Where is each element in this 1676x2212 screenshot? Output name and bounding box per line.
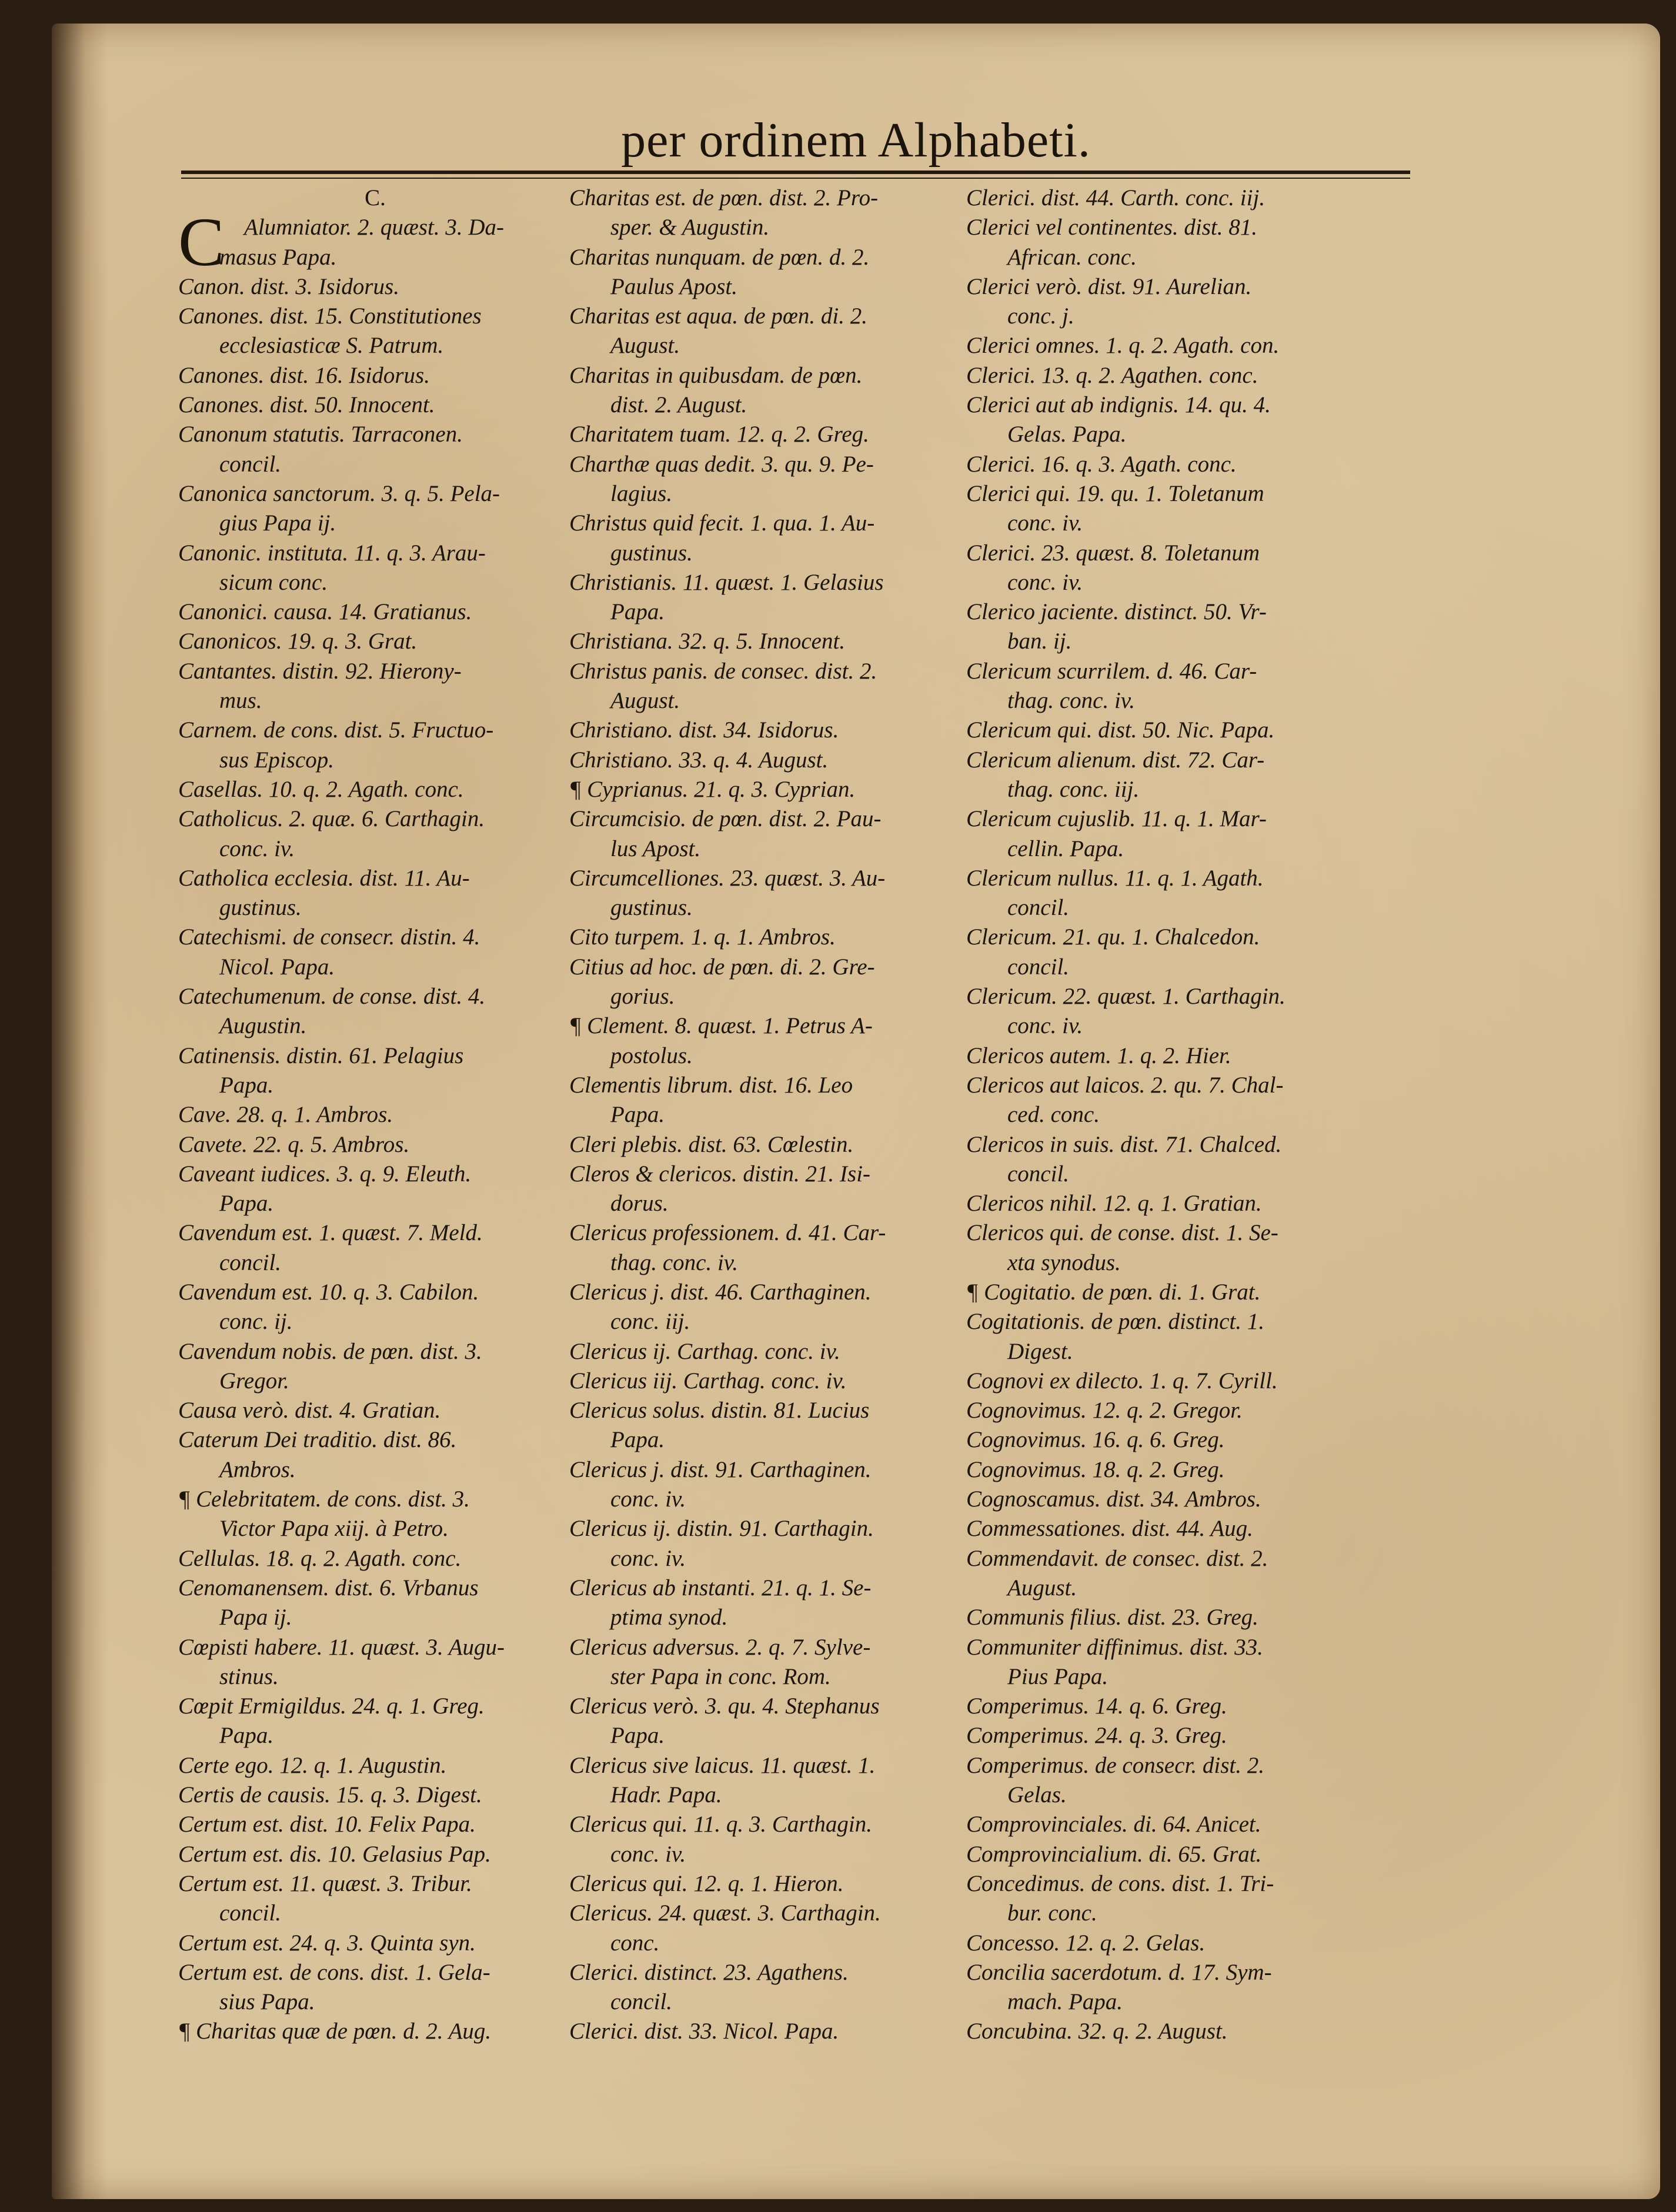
- index-entry: Clericus j. dist. 46. Carthaginen.: [569, 1279, 872, 1305]
- index-entry-continuation: concil.: [1007, 895, 1070, 921]
- index-entry-continuation: Papa.: [219, 1072, 274, 1098]
- index-entry: Clementis librum. dist. 16. Leo: [569, 1072, 853, 1098]
- index-entry-continuation: concil.: [219, 451, 282, 477]
- index-entry-continuation: Papa.: [610, 1723, 665, 1749]
- index-entry: Christiano. dist. 34. Isidorus.: [569, 717, 839, 743]
- index-entry: Clerici. 23. quæst. 8. Toletanum: [966, 540, 1260, 566]
- index-entry: Cognoscamus. dist. 34. Ambros.: [966, 1486, 1261, 1512]
- index-entry: Canonum statutis. Tarraconen.: [178, 422, 463, 447]
- index-entry: Charitas est aqua. de pœn. di. 2.: [569, 303, 868, 329]
- index-entry: Casellas. 10. q. 2. Agath. conc.: [178, 776, 464, 802]
- index-entry: Clericus sive laicus. 11. quæst. 1.: [569, 1752, 876, 1778]
- index-entry-continuation: ptima synod.: [610, 1605, 728, 1630]
- index-entry: Comperimus. de consecr. dist. 2.: [966, 1752, 1264, 1778]
- index-entry-continuation: sper. & Augustin.: [610, 215, 770, 240]
- index-entry: Cognovimus. 16. q. 6. Greg.: [966, 1427, 1225, 1453]
- index-entry: Cognovimus. 18. q. 2. Greg.: [966, 1456, 1225, 1482]
- index-entry: ¶ Cyprianus. 21. q. 3. Cyprian.: [569, 776, 856, 802]
- index-entry-continuation: bur. conc.: [1007, 1900, 1097, 1926]
- index-entry: Certum est. de cons. dist. 1. Gela-: [178, 1959, 490, 1985]
- index-entry-continuation: Papa.: [610, 1427, 665, 1453]
- index-entry: Clericus iij. Carthag. conc. iv.: [569, 1368, 847, 1394]
- index-entry-continuation: thag. conc. iij.: [1007, 776, 1140, 802]
- index-entry-continuation: mach. Papa.: [1007, 1989, 1123, 2015]
- index-entry: Clericum. 21. qu. 1. Chalcedon.: [966, 924, 1260, 950]
- index-entry: Cavete. 22. q. 5. Ambros.: [178, 1131, 410, 1157]
- index-entry: Cenomanensem. dist. 6. Vrbanus: [178, 1575, 479, 1600]
- index-entry: Christus quid fecit. 1. qua. 1. Au-: [569, 510, 875, 536]
- index-entry-continuation: conc. iv.: [1007, 510, 1083, 536]
- index-entry: Clericos aut laicos. 2. qu. 7. Chal-: [966, 1072, 1284, 1098]
- index-entry: Canonic. instituta. 11. q. 3. Arau-: [178, 540, 486, 566]
- index-entry-continuation: Papa ij.: [219, 1605, 292, 1630]
- index-entry: Certum est. 11. quæst. 3. Tribur.: [178, 1870, 472, 1896]
- index-entry-continuation: Pius Papa.: [1007, 1663, 1109, 1689]
- index-entry-continuation: cellin. Papa.: [1007, 836, 1124, 861]
- index-entry: Clericum. 22. quæst. 1. Carthagin.: [966, 984, 1286, 1010]
- index-entry-continuation: Gelas. Papa.: [1007, 422, 1127, 447]
- index-entry-continuation: concil.: [610, 1989, 673, 2015]
- index-entry-continuation: Digest.: [1007, 1338, 1073, 1364]
- index-entry: Clericos nihil. 12. q. 1. Gratian.: [966, 1191, 1262, 1217]
- index-entry: Christianis. 11. quæst. 1. Gelasius: [569, 569, 884, 595]
- index-entry-continuation: gustinus.: [610, 540, 693, 566]
- index-entry-continuation: lagius.: [610, 480, 673, 506]
- index-entry: Cœpisti habere. 11. quæst. 3. Augu-: [178, 1634, 505, 1660]
- index-entry: Clericus. 24. quæst. 3. Carthagin.: [569, 1900, 881, 1926]
- index-entry: Clericum alienum. dist. 72. Car-: [966, 747, 1265, 773]
- index-entry-continuation: masus Papa.: [219, 244, 337, 270]
- index-entry: Catinensis. distin. 61. Pelagius: [178, 1042, 464, 1068]
- index-entry: Concubina. 32. q. 2. August.: [966, 2019, 1228, 2044]
- index-entry: Cavendum est. 1. quæst. 7. Meld.: [178, 1220, 483, 1246]
- index-entry: Alumniator. 2. quæst. 3. Da-: [244, 215, 505, 240]
- header-rule-thin: [181, 178, 1410, 179]
- index-entry: Christiano. 33. q. 4. August.: [569, 747, 829, 773]
- index-entry: Canonici. causa. 14. Gratianus.: [178, 599, 472, 625]
- index-entry: Certe ego. 12. q. 1. Augustin.: [178, 1752, 447, 1778]
- index-entry-continuation: African. conc.: [1007, 244, 1137, 270]
- binding-shadow: [52, 24, 108, 2199]
- index-entry-continuation: conc. iij.: [610, 1309, 690, 1335]
- index-entry-continuation: ban. ij.: [1007, 629, 1072, 654]
- index-entry: Cavendum est. 10. q. 3. Cabilon.: [178, 1279, 479, 1305]
- index-entry: Canones. dist. 16. Isidorus.: [178, 362, 430, 388]
- index-entry: ¶ Clement. 8. quæst. 1. Petrus A-: [569, 1013, 873, 1039]
- index-entry-continuation: dorus.: [610, 1191, 669, 1217]
- index-entry: Cogitationis. de pœn. distinct. 1.: [966, 1309, 1265, 1335]
- index-entry: Causa verò. dist. 4. Gratian.: [178, 1398, 441, 1424]
- index-entry: Clericum qui. dist. 50. Nic. Papa.: [966, 717, 1275, 743]
- index-entry: Clericus solus. distin. 81. Lucius: [569, 1398, 870, 1424]
- index-entry: Clerico jaciente. distinct. 50. Vr-: [966, 599, 1267, 625]
- index-entry: Charitatem tuam. 12. q. 2. Greg.: [569, 422, 869, 447]
- index-entry-continuation: lus Apost.: [610, 836, 701, 861]
- index-entry-continuation: concil.: [219, 1249, 282, 1275]
- index-entry: Cantantes. distin. 92. Hierony-: [178, 658, 462, 684]
- index-entry: Clericum cujuslib. 11. q. 1. Mar-: [966, 806, 1267, 832]
- index-entry: Canonica sanctorum. 3. q. 5. Pela-: [178, 480, 500, 506]
- index-entry-continuation: Hadr. Papa.: [610, 1782, 722, 1808]
- index-entry: Canon. dist. 3. Isidorus.: [178, 273, 399, 299]
- index-entry-continuation: sicum conc.: [219, 569, 328, 595]
- index-entry-continuation: conc. iv.: [219, 836, 295, 861]
- index-entry-continuation: conc. iv.: [1007, 569, 1083, 595]
- index-entry-continuation: conc. ij.: [219, 1309, 293, 1335]
- index-entry: ¶ Celebritatem. de cons. dist. 3.: [178, 1486, 470, 1512]
- index-entry: Clericus ab instanti. 21. q. 1. Se-: [569, 1575, 872, 1600]
- index-entry: Charthæ quas dedit. 3. qu. 9. Pe-: [569, 451, 874, 477]
- index-entry-continuation: conc. iv.: [1007, 1013, 1083, 1039]
- index-entry-continuation: August.: [610, 333, 680, 359]
- index-entry: Clerici. distinct. 23. Agathens.: [569, 1959, 849, 1985]
- index-entry: ¶ Charitas quæ de pœn. d. 2. Aug.: [178, 2019, 492, 2044]
- index-entry: Carnem. de cons. dist. 5. Fructuo-: [178, 717, 494, 743]
- index-entry: Cavendum nobis. de pœn. dist. 3.: [178, 1338, 482, 1364]
- index-entry-continuation: conc.: [610, 1930, 660, 1956]
- index-entry: Commessationes. dist. 44. Aug.: [966, 1516, 1253, 1542]
- index-entry: Clerici. 13. q. 2. Agathen. conc.: [966, 362, 1258, 388]
- index-entry: Charitas in quibusdam. de pœn.: [569, 362, 863, 388]
- index-entry: Charitas est. de pœn. dist. 2. Pro-: [569, 185, 879, 210]
- index-entry-continuation: Augustin.: [219, 1013, 307, 1039]
- index-entry: Clerici qui. 19. qu. 1. Toletanum: [966, 480, 1264, 506]
- index-entry: Commendavit. de consec. dist. 2.: [966, 1545, 1268, 1571]
- index-entry: Cave. 28. q. 1. Ambros.: [178, 1102, 393, 1128]
- index-entry-continuation: gorius.: [610, 984, 675, 1010]
- index-entry-continuation: Gelas.: [1007, 1782, 1067, 1808]
- index-entry-continuation: August.: [1007, 1575, 1077, 1600]
- index-entry-continuation: stinus.: [219, 1663, 279, 1689]
- index-entry: Clericus qui. 11. q. 3. Carthagin.: [569, 1812, 872, 1837]
- index-entry: Circumcisio. de pœn. dist. 2. Pau-: [569, 806, 882, 832]
- index-entry-continuation: Victor Papa xiij. à Petro.: [219, 1516, 449, 1542]
- index-entry: Certum est. dis. 10. Gelasius Pap.: [178, 1841, 491, 1867]
- index-entry: Clericos autem. 1. q. 2. Hier.: [966, 1042, 1231, 1068]
- index-entry: Christiana. 32. q. 5. Innocent.: [569, 629, 846, 654]
- index-entry: Clericus ij. Carthag. conc. iv.: [569, 1338, 840, 1364]
- index-entry: Comprovinciales. di. 64. Anicet.: [966, 1812, 1261, 1837]
- index-entry: Charitas nunquam. de pœn. d. 2.: [569, 244, 870, 270]
- index-entry-continuation: Papa.: [219, 1191, 274, 1217]
- index-entry-continuation: Nicol. Papa.: [219, 954, 335, 980]
- index-entry-continuation: xta synodus.: [1007, 1249, 1121, 1275]
- index-entry: Clerici verò. dist. 91. Aurelian.: [966, 273, 1252, 299]
- index-entry: Christus panis. de consec. dist. 2.: [569, 658, 877, 684]
- index-entry: ¶ Cogitatio. de pœn. di. 1. Grat.: [966, 1279, 1261, 1305]
- index-entry-continuation: Paulus Apost.: [610, 273, 737, 299]
- index-entry: Comperimus. 24. q. 3. Greg.: [966, 1723, 1227, 1749]
- index-entry: Communiter diffinimus. dist. 33.: [966, 1634, 1263, 1660]
- index-entry: Caterum Dei traditio. dist. 86.: [178, 1427, 457, 1453]
- index-entry: Clericum nullus. 11. q. 1. Agath.: [966, 865, 1264, 891]
- index-entry: Citius ad hoc. de pœn. di. 2. Gre-: [569, 954, 875, 980]
- index-entry-continuation: ced. conc.: [1007, 1102, 1100, 1128]
- index-entry: Clericos qui. de conse. dist. 1. Se-: [966, 1220, 1278, 1246]
- index-entry-continuation: Gregor.: [219, 1368, 289, 1394]
- index-entry-continuation: thag. conc. iv.: [1007, 688, 1135, 714]
- index-entry: Clerici vel continentes. dist. 81.: [966, 215, 1257, 240]
- header-rule: [181, 171, 1410, 174]
- index-entry-continuation: gustinus.: [610, 895, 693, 921]
- index-entry: Clerici aut ab indignis. 14. qu. 4.: [966, 392, 1271, 418]
- index-entry: Communis filius. dist. 23. Greg.: [966, 1605, 1258, 1630]
- index-entry-continuation: conc. iv.: [610, 1841, 686, 1867]
- index-entry: Cellulas. 18. q. 2. Agath. conc.: [178, 1545, 462, 1571]
- index-entry-continuation: thag. conc. iv.: [610, 1249, 738, 1275]
- index-entry: Clericus adversus. 2. q. 7. Sylve-: [569, 1634, 871, 1660]
- index-entry: Clericus ij. distin. 91. Carthagin.: [569, 1516, 874, 1542]
- index-entry-continuation: sus Episcop.: [219, 747, 334, 773]
- letter-heading: C.: [365, 185, 386, 210]
- index-entry-continuation: Papa.: [219, 1723, 274, 1749]
- index-entry: Catholicus. 2. quæ. 6. Carthagin.: [178, 806, 485, 832]
- index-entry: Clericus qui. 12. q. 1. Hieron.: [569, 1870, 844, 1896]
- book-page: [52, 24, 1660, 2199]
- index-entry: Comperimus. 14. q. 6. Greg.: [966, 1693, 1227, 1719]
- index-entry-continuation: Papa.: [610, 599, 665, 625]
- index-entry: Catechismi. de consecr. distin. 4.: [178, 924, 480, 950]
- index-entry: Clerici. dist. 44. Carth. conc. iij.: [966, 185, 1266, 210]
- index-entry: Concilia sacerdotum. d. 17. Sym-: [966, 1959, 1272, 1985]
- index-entry-continuation: ecclesiasticæ S. Patrum.: [219, 333, 444, 359]
- index-entry: Clericus j. dist. 91. Carthaginen.: [569, 1456, 872, 1482]
- index-column-2: [569, 183, 963, 2047]
- index-entry: Canones. dist. 50. Innocent.: [178, 392, 435, 418]
- index-entry-continuation: Ambros.: [219, 1456, 296, 1482]
- index-entry-continuation: gustinus.: [219, 895, 302, 921]
- index-entry-continuation: gius Papa ij.: [219, 510, 336, 536]
- index-entry: Clericus verò. 3. qu. 4. Stephanus: [569, 1693, 880, 1719]
- index-entry: Cleri plebis. dist. 63. Cœlestin.: [569, 1131, 854, 1157]
- index-entry-continuation: concil.: [219, 1900, 282, 1926]
- index-entry-continuation: Papa.: [610, 1102, 665, 1128]
- index-entry: Cleros & clericos. distin. 21. Isi-: [569, 1161, 871, 1187]
- index-entry: Cognovi ex dilecto. 1. q. 7. Cyrill.: [966, 1368, 1278, 1394]
- index-entry-continuation: mus.: [219, 688, 262, 714]
- running-head: per ordinem Alphabeti.: [621, 113, 1091, 168]
- index-entry: Concedimus. de cons. dist. 1. Tri-: [966, 1870, 1274, 1896]
- index-entry: Clericos in suis. dist. 71. Chalced.: [966, 1131, 1282, 1157]
- index-entry: Clerici. 16. q. 3. Agath. conc.: [966, 451, 1237, 477]
- index-entry-continuation: postolus.: [610, 1042, 693, 1068]
- index-entry-continuation: conc. iv.: [610, 1486, 686, 1512]
- index-entry: Concesso. 12. q. 2. Gelas.: [966, 1930, 1206, 1956]
- index-entry: Cognovimus. 12. q. 2. Gregor.: [966, 1398, 1243, 1424]
- index-entry-continuation: dist. 2. August.: [610, 392, 747, 418]
- index-entry: Circumcelliones. 23. quæst. 3. Au-: [569, 865, 886, 891]
- index-entry: Clerici. dist. 33. Nicol. Papa.: [569, 2019, 839, 2044]
- index-entry: Cito turpem. 1. q. 1. Ambros.: [569, 924, 836, 950]
- index-entry: Canonicos. 19. q. 3. Grat.: [178, 629, 418, 654]
- index-entry-continuation: concil.: [1007, 1161, 1070, 1187]
- index-column-1: [178, 183, 572, 2047]
- index-entry: Cœpit Ermigildus. 24. q. 1. Greg.: [178, 1693, 485, 1719]
- index-entry-continuation: conc. j.: [1007, 303, 1074, 329]
- index-entry-continuation: sius Papa.: [219, 1989, 315, 2015]
- index-entry: Clerici omnes. 1. q. 2. Agath. con.: [966, 333, 1280, 359]
- index-entry-continuation: August.: [610, 688, 680, 714]
- index-entry: Clericus professionem. d. 41. Car-: [569, 1220, 886, 1246]
- index-entry: Comprovincialium. di. 65. Grat.: [966, 1841, 1262, 1867]
- index-entry: Certum est. 24. q. 3. Quinta syn.: [178, 1930, 476, 1956]
- index-entry-continuation: conc. iv.: [610, 1545, 686, 1571]
- index-entry: Certis de causis. 15. q. 3. Digest.: [178, 1782, 482, 1808]
- index-entry: Certum est. dist. 10. Felix Papa.: [178, 1812, 476, 1837]
- index-entry-continuation: concil.: [1007, 954, 1070, 980]
- index-entry: Clericum scurrilem. d. 46. Car-: [966, 658, 1257, 684]
- index-entry: Catholica ecclesia. dist. 11. Au-: [178, 865, 470, 891]
- index-entry: Canones. dist. 15. Constitutiones: [178, 303, 482, 329]
- drop-cap-letter: C: [178, 203, 225, 280]
- index-column-3: [966, 183, 1360, 2047]
- index-entry: Caveant iudices. 3. q. 9. Eleuth.: [178, 1161, 472, 1187]
- index-entry-continuation: ster Papa in conc. Rom.: [610, 1663, 831, 1689]
- index-entry: Catechumenum. de conse. dist. 4.: [178, 984, 486, 1010]
